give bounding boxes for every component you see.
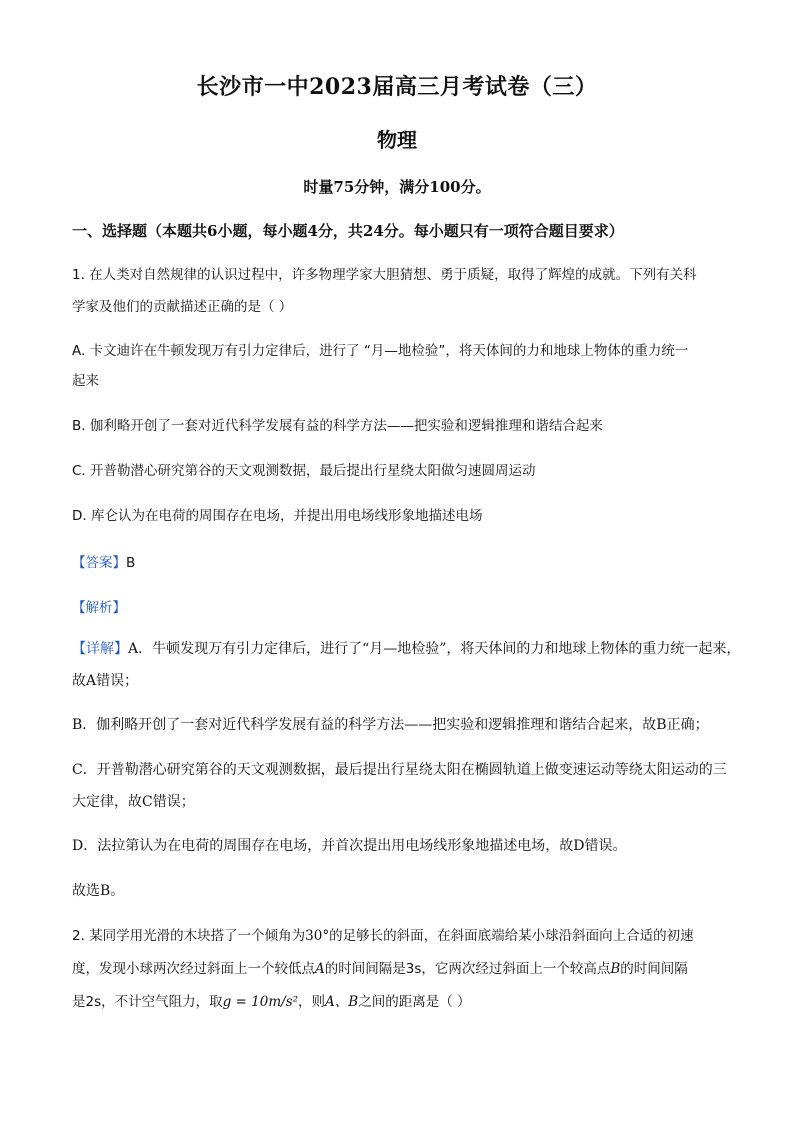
- section-heading: 一、选择题（本题共6小题，每小题4分，共24分。每小题只有一项符合题目要求）: [72, 222, 624, 240]
- q2-point-a: A: [315, 961, 325, 977]
- q1-detail-a-line1: [72, 634, 741, 664]
- q1-stem-line2: 学家及他们的贡献描述正确的是（ ）: [72, 299, 293, 315]
- detail-label: 【详解】: [72, 641, 128, 657]
- q2-points-ab: A、B: [325, 994, 359, 1010]
- q1-option-b: B. 伽利略开创了一套对近代科学发展有益的科学方法——把实验和逻辑推理和谐结合起来: [72, 418, 603, 434]
- q2-line3-a: 是2s，不计空气阻力，取: [72, 994, 223, 1010]
- q1-option-a-line1: A. 卡文迪许在牛顿发现万有引力定律后，进行了 “月—地检验”，将天体间的力和地球上物体的重力统一: [72, 343, 689, 359]
- q2-gravity: g = 10m/s²: [222, 994, 299, 1010]
- q2-point-b: B: [610, 961, 621, 977]
- answer-label: 【答案】: [72, 555, 126, 571]
- detail-a-text: A．牛顿发现万有引力定律后，进行了“月—地检验”，将天体间的力和地球上物体的重力统一起来，: [128, 641, 741, 657]
- q1-option-a-line2: 起来: [72, 373, 99, 389]
- q2-stem-line1: [72, 921, 724, 951]
- q2-stem-line2: [72, 954, 724, 984]
- q2-line1-a: 2. 某同学用光滑的木块搭了一个倾角为: [72, 928, 306, 944]
- q1-answer: [72, 551, 135, 571]
- q1-stem-line1: 1. 在人类对自然规律的认识过程中，许多物理学家大胆猜想、勇于质疑，取得了辉煌的成就。下列有关科: [72, 267, 697, 283]
- q1-option-d: D. 库仑认为在电荷的周围存在电场，并提出用电场线形象地描述电场: [72, 508, 483, 524]
- q2-line2-b: 的时间间隔是3s，它两次经过斜面上一个较高点: [324, 961, 611, 977]
- q2-line2-c: 的时间间隔: [620, 961, 688, 977]
- q2-line2-a: 度，发现小球两次经过斜面上一个较低点: [72, 961, 315, 977]
- q1-detail-c-line1: C．开普勒潜心研究第谷的天文观测数据，最后提出行星绕太阳在椭圆轨道上做变速运动等绕太阳运动的三: [72, 762, 727, 778]
- q1-detail-b: B．伽利略开创了一套对近代科学发展有益的科学方法——把实验和逻辑推理和谐结合起来，故B正确；: [72, 717, 709, 733]
- q1-detail-d: D．法拉第认为在电荷的周围存在电场，并首次提出用电场线形象地描述电场，故D错误。: [72, 838, 627, 854]
- q1-conclusion: 故选B。: [72, 883, 125, 899]
- q1-detail-a-line2: 故A错误；: [72, 673, 139, 689]
- q1-analysis: [72, 596, 126, 616]
- exam-duration: 时量75分钟，满分100分。: [303, 178, 491, 196]
- q2-line1-b: 的足够长的斜面，在斜面底端给某小球沿斜面向上合适的初速: [329, 928, 694, 944]
- exam-title: 长沙市一中2023届高三月考试卷（三）: [196, 74, 598, 100]
- q1-detail-c-line2: 大定律，故C错误；: [72, 794, 195, 810]
- analysis-label: 【解析】: [72, 600, 126, 616]
- q1-option-c: C. 开普勒潜心研究第谷的天文观测数据，最后提出行星绕太阳做匀速圆周运动: [72, 463, 536, 479]
- answer-value: B: [126, 555, 136, 571]
- q2-line3-d: 之间的距离是（ ）: [358, 994, 471, 1010]
- subject-title: 物理: [377, 128, 417, 152]
- q2-stem-line3: [72, 987, 724, 1017]
- q2-line3-b: ，则: [298, 994, 326, 1010]
- q2-angle: 30°: [305, 928, 330, 944]
